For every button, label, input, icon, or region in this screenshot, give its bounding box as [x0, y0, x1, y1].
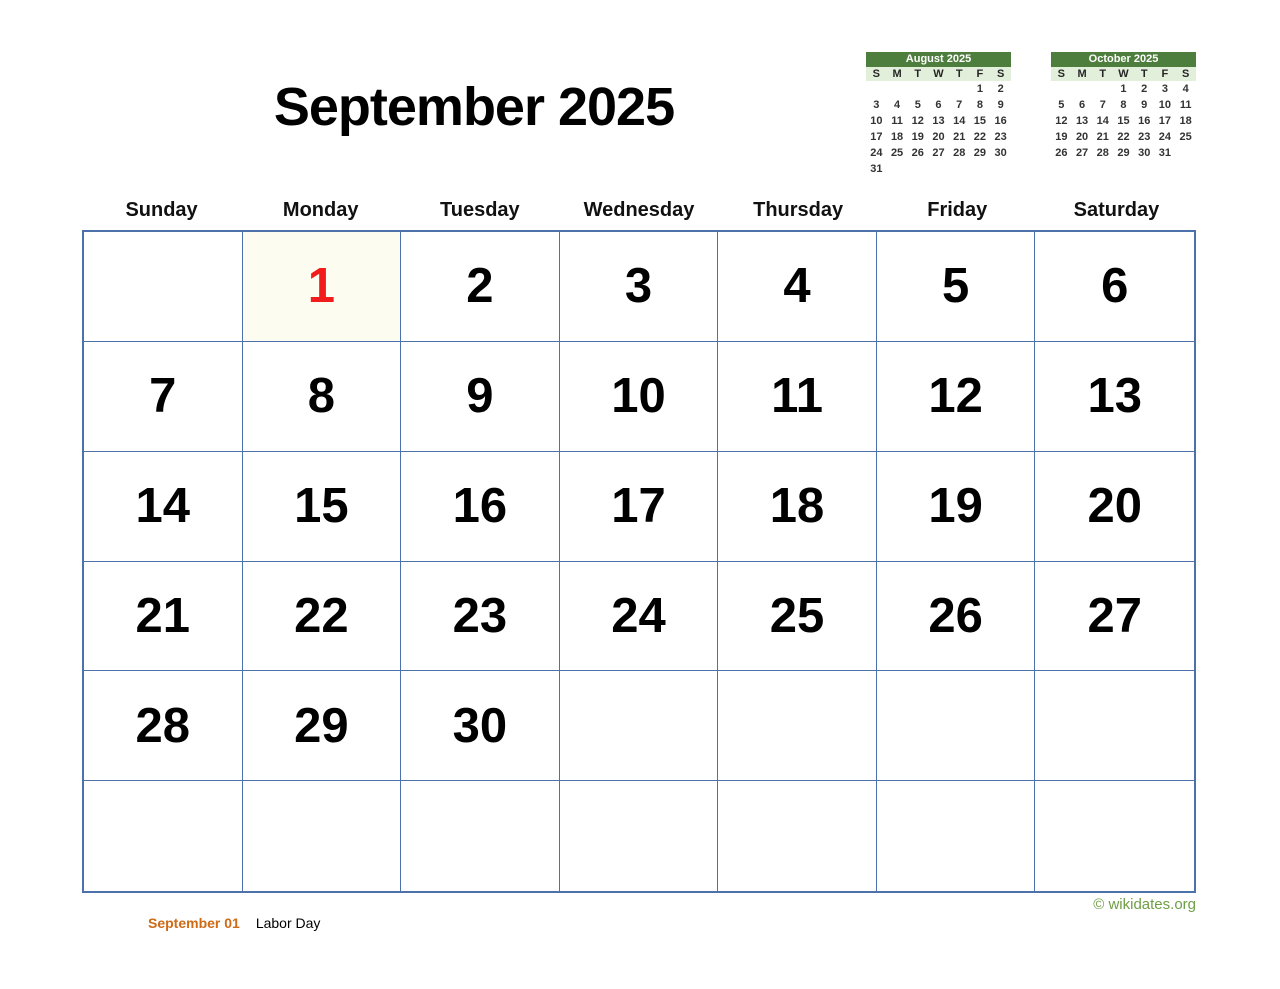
mini-day-cell: 3: [1161, 83, 1168, 95]
mini-weekday-label: S: [996, 68, 1005, 80]
mini-day-cell: 27: [932, 147, 945, 159]
weekday-label: Thursday: [753, 199, 844, 221]
day-cell: 12: [877, 342, 1036, 452]
mini-calendar-october: [1051, 52, 1196, 177]
day-cell: 13: [1035, 342, 1194, 452]
mini-day-cell: 7: [1099, 99, 1106, 111]
mini-week-row: [1051, 161, 1196, 177]
day-cell: 15: [243, 452, 402, 562]
day-cell: 10: [560, 342, 719, 452]
mini-day-cell: [928, 161, 949, 177]
mini-calendar-title: August 2025: [866, 52, 1011, 67]
mini-day-cell: 19: [1055, 131, 1068, 143]
mini-day-cell: [1134, 161, 1155, 177]
mini-day-cell: 2: [997, 83, 1004, 95]
mini-weekday-label: M: [892, 68, 902, 80]
mini-day-cell: 22: [1117, 131, 1130, 143]
day-cell: [1035, 781, 1194, 891]
day-cell: [718, 781, 877, 891]
day-cell: 20: [1035, 452, 1194, 562]
mini-week-row: [1051, 145, 1196, 161]
mini-weekday-label: T: [955, 68, 963, 80]
mini-day-cell: [1155, 161, 1176, 177]
mini-day-cell: 14: [953, 115, 966, 127]
mini-day-cell: 26: [1055, 147, 1068, 159]
page-title: September 2025: [273, 77, 675, 137]
mini-day-cell: 23: [1138, 131, 1151, 143]
mini-day-cell: 25: [1179, 131, 1192, 143]
mini-day-cell: 26: [911, 147, 924, 159]
mini-day-cell: 28: [953, 147, 966, 159]
mini-weekday-label: W: [1118, 68, 1129, 80]
credit-link[interactable]: © wikidates.org: [1093, 896, 1196, 913]
day-cell: 4: [718, 232, 877, 342]
mini-day-cell: [928, 81, 949, 97]
day-cell: [718, 671, 877, 781]
day-cell: [243, 781, 402, 891]
mini-day-cell: [907, 161, 928, 177]
mini-day-cell: 16: [1138, 115, 1151, 127]
mini-week-row: [866, 81, 1011, 97]
weekday-label: Friday: [927, 199, 988, 221]
weekday-header-row: [82, 199, 1196, 222]
mini-day-cell: 29: [973, 147, 987, 159]
mini-day-cell: 11: [891, 115, 903, 127]
day-cell: 25: [718, 562, 877, 672]
mini-day-cell: [1092, 161, 1113, 177]
mini-week-row: [866, 145, 1011, 161]
mini-day-cell: 31: [1158, 147, 1172, 159]
mini-week-row: [1051, 81, 1196, 97]
mini-weekday-label: S: [1181, 68, 1190, 80]
day-cell: 24: [560, 562, 719, 672]
day-cell: 3: [560, 232, 719, 342]
weekday-label: Sunday: [125, 199, 198, 221]
holiday-date: September 01: [148, 915, 240, 931]
mini-day-cell: 27: [1075, 147, 1089, 159]
mini-week-row: [866, 161, 1011, 177]
mini-day-cell: 12: [911, 115, 924, 127]
mini-weekday-label: S: [872, 68, 881, 80]
day-cell: 7: [84, 342, 243, 452]
mini-day-cell: [1175, 145, 1196, 161]
day-cell: 9: [401, 342, 560, 452]
mini-weekday-label: F: [976, 68, 984, 80]
month-grid: [82, 230, 1196, 893]
holiday-legend: [148, 915, 320, 931]
mini-weekday-label: F: [1161, 68, 1169, 80]
mini-day-cell: [907, 81, 928, 97]
mini-day-cell: 14: [1096, 115, 1109, 127]
day-cell: [1035, 671, 1194, 781]
mini-day-cell: 18: [1179, 115, 1192, 127]
mini-day-cell: 21: [1096, 131, 1109, 143]
day-cell: 2: [401, 232, 560, 342]
mini-day-cell: [866, 81, 887, 97]
mini-day-cell: 4: [1182, 83, 1189, 95]
day-cell: 26: [877, 562, 1036, 672]
mini-day-cell: 3: [873, 99, 880, 111]
mini-day-cell: 4: [894, 99, 901, 111]
day-cell: 22: [243, 562, 402, 672]
mini-day-cell: 1: [1120, 83, 1127, 95]
mini-day-cell: 20: [932, 131, 945, 143]
mini-day-cell: [990, 161, 1011, 177]
mini-day-cell: 8: [976, 99, 983, 111]
mini-day-cell: 25: [890, 147, 904, 159]
mini-day-cell: [1051, 161, 1072, 177]
mini-day-cell: 6: [935, 99, 942, 111]
mini-day-cell: [887, 161, 908, 177]
day-cell: 16: [401, 452, 560, 562]
day-cell: [560, 781, 719, 891]
mini-day-cell: 18: [890, 131, 904, 143]
weekday-label: Wednesday: [583, 199, 695, 221]
day-cell: [84, 781, 243, 891]
mini-week-row: [866, 113, 1011, 129]
mini-weekday-label: T: [914, 68, 922, 80]
mini-day-cell: 29: [1117, 147, 1130, 159]
mini-week-row: [866, 129, 1011, 145]
mini-day-cell: 22: [973, 131, 987, 143]
mini-day-cell: 11: [1179, 99, 1192, 111]
day-cell: 14: [84, 452, 243, 562]
day-cell: 27: [1035, 562, 1194, 672]
mini-week-row: [1051, 97, 1196, 113]
mini-weekday-row: [866, 67, 1011, 81]
mini-day-cell: [1113, 161, 1134, 177]
mini-day-cell: 21: [953, 131, 966, 143]
day-cell: 19: [877, 452, 1036, 562]
day-cell: 18: [718, 452, 877, 562]
day-cell: 28: [84, 671, 243, 781]
day-cell: [877, 671, 1036, 781]
mini-weekday-label: S: [1057, 68, 1066, 80]
mini-day-cell: 20: [1075, 131, 1089, 143]
mini-day-cell: [1072, 81, 1093, 97]
mini-day-cell: 5: [1058, 99, 1065, 111]
mini-day-cell: 8: [1120, 99, 1127, 111]
mini-day-cell: 17: [870, 131, 883, 143]
day-cell: 5: [877, 232, 1036, 342]
mini-day-cell: 28: [1096, 147, 1109, 159]
mini-day-cell: 2: [1141, 83, 1148, 95]
mini-weekday-label: T: [1099, 68, 1107, 80]
day-cell: [84, 232, 243, 342]
day-cell: 8: [243, 342, 402, 452]
day-cell: [560, 671, 719, 781]
mini-weekday-row: [1051, 67, 1196, 81]
mini-day-cell: 13: [1075, 115, 1089, 127]
mini-day-cell: 9: [1141, 99, 1148, 111]
mini-day-cell: 6: [1079, 99, 1086, 111]
mini-day-cell: [887, 81, 908, 97]
mini-day-cell: [1175, 161, 1196, 177]
day-cell: [877, 781, 1036, 891]
mini-day-cell: 7: [956, 99, 963, 111]
weekday-label: Tuesday: [440, 199, 520, 221]
mini-day-cell: [949, 161, 970, 177]
mini-week-row: [866, 97, 1011, 113]
day-cell: 1: [243, 232, 402, 342]
mini-weekday-label: T: [1140, 68, 1148, 80]
day-cell: 23: [401, 562, 560, 672]
day-cell: 30: [401, 671, 560, 781]
mini-day-cell: 15: [973, 115, 987, 127]
mini-day-cell: 10: [870, 115, 883, 127]
mini-day-cell: 19: [911, 131, 924, 143]
mini-day-cell: 12: [1055, 115, 1068, 127]
mini-day-cell: 1: [976, 83, 983, 95]
weekday-label: Monday: [282, 199, 359, 221]
mini-day-cell: 30: [994, 147, 1007, 159]
mini-day-cell: 9: [997, 99, 1004, 111]
mini-day-cell: [1051, 81, 1072, 97]
mini-calendar-august: [866, 52, 1011, 177]
mini-weekday-label: M: [1077, 68, 1087, 80]
mini-day-cell: 13: [932, 115, 945, 127]
day-cell: 11: [718, 342, 877, 452]
mini-day-cell: [949, 81, 970, 97]
mini-day-cell: 16: [994, 115, 1007, 127]
mini-weekday-label: W: [933, 68, 944, 80]
day-cell: 29: [243, 671, 402, 781]
day-cell: 6: [1035, 232, 1194, 342]
mini-week-row: [1051, 113, 1196, 129]
mini-day-cell: 23: [994, 131, 1007, 143]
mini-week-row: [1051, 129, 1196, 145]
mini-day-cell: 10: [1158, 99, 1172, 111]
day-cell: 21: [84, 562, 243, 672]
mini-day-cell: [1072, 161, 1093, 177]
mini-day-cell: [1092, 81, 1113, 97]
mini-day-cell: 30: [1138, 147, 1151, 159]
mini-day-cell: 5: [914, 99, 921, 111]
mini-day-cell: 15: [1117, 115, 1130, 127]
mini-day-cell: 17: [1158, 115, 1172, 127]
mini-day-cell: [970, 161, 991, 177]
mini-day-cell: 31: [870, 163, 883, 175]
day-cell: [401, 781, 560, 891]
weekday-label: Saturday: [1073, 199, 1160, 221]
mini-day-cell: 24: [1158, 131, 1172, 143]
mini-day-cell: 24: [870, 147, 883, 159]
mini-calendar-title: October 2025: [1051, 52, 1196, 67]
day-cell: 17: [560, 452, 719, 562]
holiday-name: Labor Day: [255, 915, 321, 931]
